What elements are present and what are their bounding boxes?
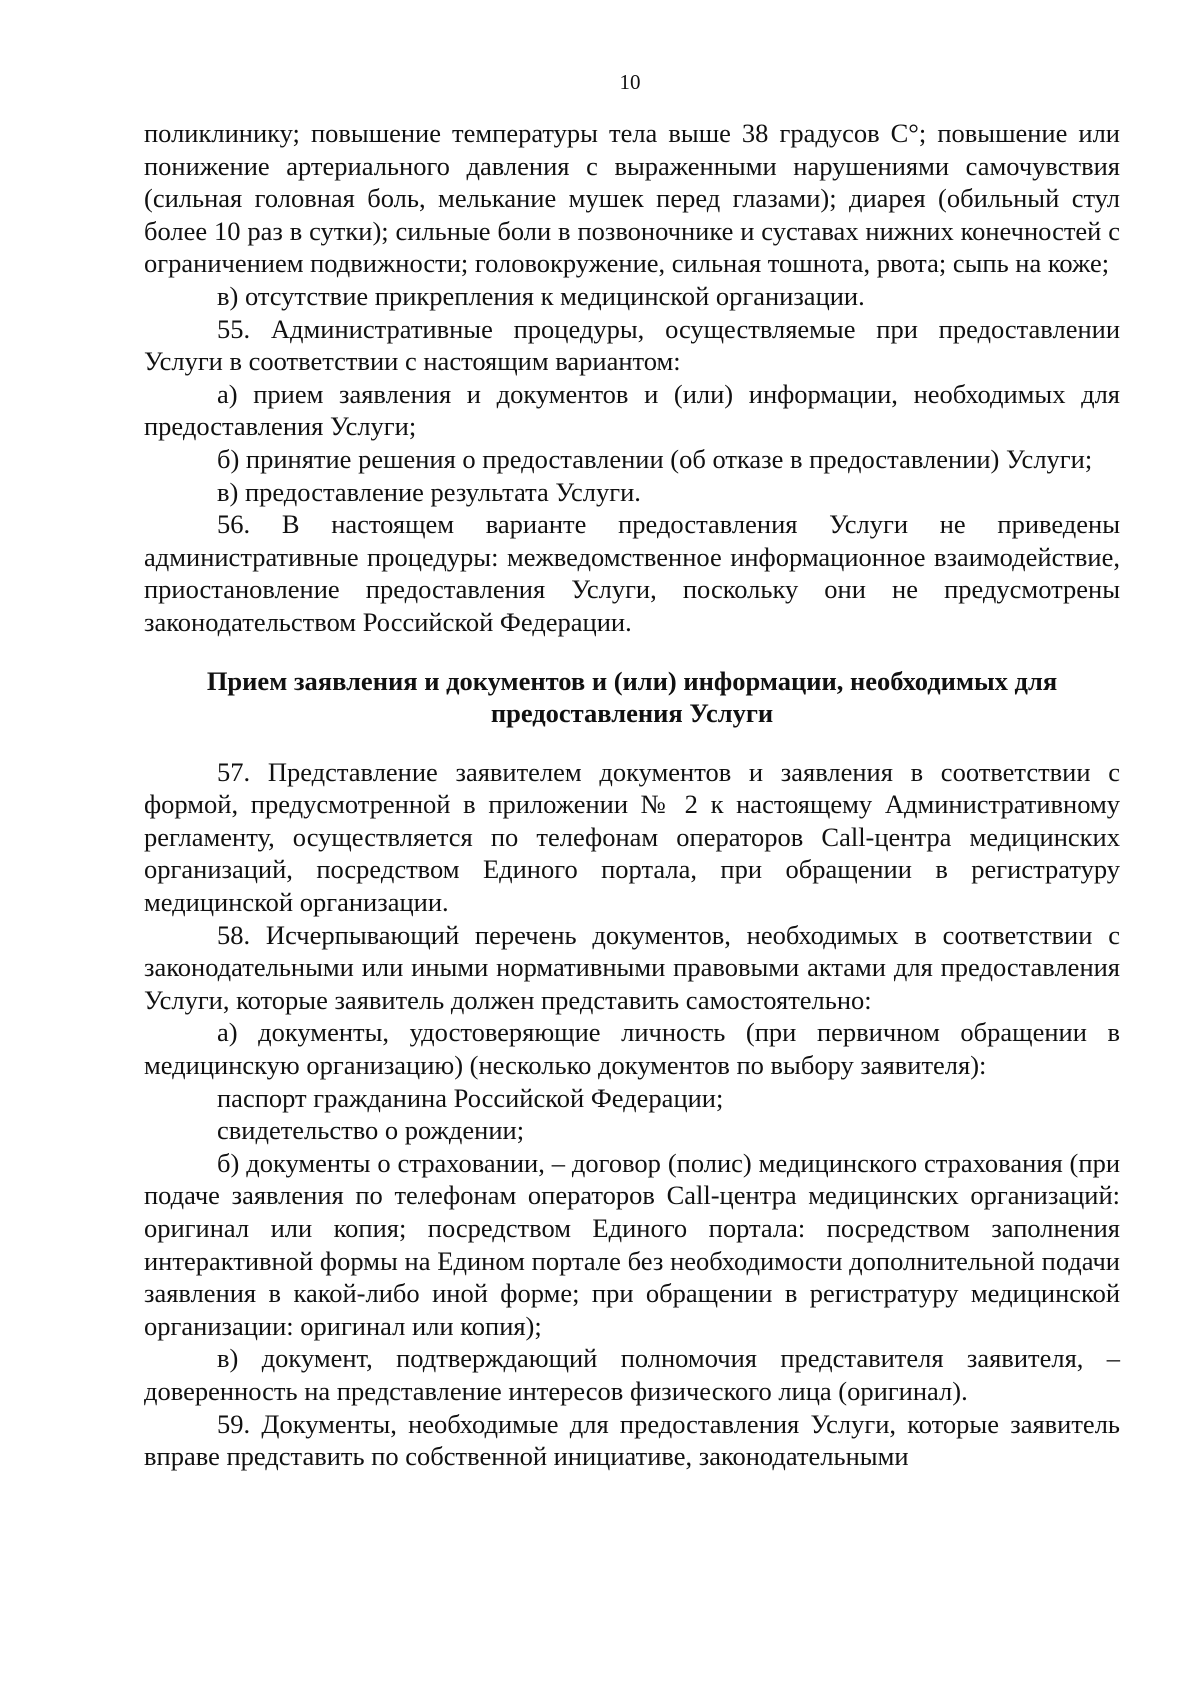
paragraph-continuation: поликлинику; повышение температуры тела выше 38 градусов С°; повышение или понижение артериального давления с выраженными нарушениями самочувствия (сильная головная боль, мелькание мушек перед глазами); диарея (обильный стул более 10 раз в сутки); сильные боли в позвоночнике и суставах нижних конечностей с ограничением подвижности; головокружение, сильная тошнота, рвота; сыпь на коже;: [144, 118, 1120, 279]
list-item-a-identity-documents: а) документы, удостоверяющие личность (при первичном обращении в медицинскую организацию) (несколько документов по выбору заявителя):: [144, 1017, 1120, 1081]
list-item-a-application-intake: а) прием заявления и документов и (или) информации, необходимых для предоставления Услуги;: [144, 378, 1120, 442]
list-item-v-result: в) предоставление результата Услуги.: [217, 476, 641, 507]
list-item-v-representative-document: в) документ, подтверждающий полномочия представителя заявителя, – доверенность на представление интересов физического лица (оригинал).: [144, 1343, 1120, 1406]
document-body: [144, 117, 1120, 1473]
paragraph-56: 56. В настоящем варианте предоставления Услуги не приведены административные процедуры: межведомственное информационное взаимодействие, приостановление предоставления Услуги, поскольку они не предусмотрены законодательством Российской Федерации.: [144, 509, 1120, 637]
paragraph-57: 57. Представление заявителем документов и заявления в соответствии с формой, предусмотренной в приложении № 2 к настоящему Административному регламенту, осуществляется по телефонам операторов Call-центра медицинских организаций, посредством Единого портала, при обращении в регистратуру медицинской организации.: [144, 756, 1120, 918]
paragraph-59: 59. Документы, необходимые для предоставления Услуги, которые заявитель вправе представить по собственной инициативе, законодательными: [144, 1408, 1120, 1472]
list-subitem-birth-certificate: свидетельство о рождении;: [217, 1115, 525, 1146]
page-number: 10: [619, 70, 641, 94]
paragraph-58: 58. Исчерпывающий перечень документов, необходимых в соответствии с законодательными или иными нормативными правовыми актами для предоставления Услуги, которые заявитель должен представить самостоятельно:: [144, 919, 1120, 1015]
list-item-v-no-attachment: в) отсутствие прикрепления к медицинской организации.: [217, 280, 865, 311]
list-item-b-decision: б) принятие решения о предоставлении (об отказе в предоставлении) Услуги;: [217, 443, 1093, 474]
list-subitem-passport: паспорт гражданина Российской Федерации;: [217, 1082, 724, 1113]
list-item-b-insurance-documents: б) документы о страховании, – договор (полис) медицинского страхования (при подаче заявления по телефонам операторов Call-центра медицинских организаций: оригинал или копия; посредством Единого портала: посредством заполнения интерактивной формы на Едином портале без необходимости дополнительной подачи заявления в какой-либо иной форме; при обращении в регистратуру медицинской организации: оригинал или копия);: [144, 1147, 1120, 1341]
paragraph-55: 55. Административные процедуры, осуществляемые при предоставлении Услуги в соответствии с настоящим вариантом:: [144, 313, 1120, 377]
section-heading: Прием заявления и документов и (или) информации, необходимых для предоставления Услуги: [206, 665, 1058, 729]
